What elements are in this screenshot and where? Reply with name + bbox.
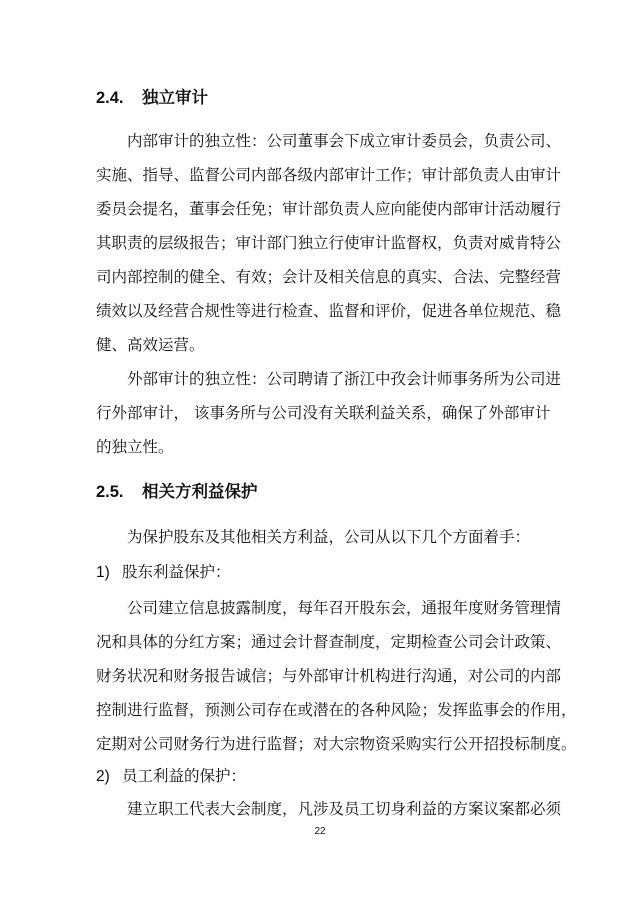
paragraph-line: 的独立性。 bbox=[96, 438, 174, 456]
section-heading-2-5 bbox=[96, 480, 258, 504]
paragraph-line: 委员会提名，董事会任免；审计部负责人应向能使内部审计活动履行 bbox=[96, 200, 562, 218]
paragraph-line: 外部审计的独立性：公司聘请了浙江中孜会计师事务所为公司进 bbox=[127, 370, 562, 388]
section-number: 2.4. bbox=[96, 89, 124, 107]
section-title: 相关方利益保护 bbox=[142, 482, 258, 501]
list-item-label: 员工利益的保护： bbox=[122, 767, 247, 785]
paragraph-line: 其职责的层级报告；审计部门独立行使审计监督权，负责对威肯特公 bbox=[96, 234, 562, 252]
list-item-shareholder bbox=[96, 561, 231, 584]
list-item-label: 股东利益保护： bbox=[122, 563, 231, 581]
paragraph-line: 况和具体的分红方案；通过会计督查制度，定期检查公司会计政策、 bbox=[96, 633, 562, 651]
section-number: 2.5. bbox=[96, 483, 124, 501]
paragraph-line: 内部审计的独立性：公司董事会下成立审计委员会，负责公司、 bbox=[127, 132, 562, 150]
paragraph-line: 健、高效运营。 bbox=[96, 336, 205, 354]
page-number: 22 bbox=[314, 826, 326, 837]
paragraph-line: 控制进行监督，预测公司存在或潜在的各种风险；发挥监事会的作用， bbox=[96, 701, 577, 719]
paragraph-line: 实施、指导、监督公司内部各级内部审计工作；审计部负责人由审计 bbox=[96, 166, 562, 184]
paragraph-line: 司内部控制的健全、有效；会计及相关信息的真实、合法、完整经营 bbox=[96, 268, 562, 286]
paragraph-line: 绩效以及经营合规性等进行检查、监督和评价，促进各单位规范、稳 bbox=[96, 302, 562, 320]
section-title: 独立审计 bbox=[142, 88, 208, 107]
paragraph-line: 行外部审计， 该事务所与公司没有关联利益关系，确保了外部审计 bbox=[96, 404, 551, 422]
paragraph-line: 定期对公司财务行为进行监督；对大宗物资采购实行公开招投标制度。 bbox=[96, 735, 577, 753]
list-item-employee bbox=[96, 765, 246, 788]
list-marker: 2) bbox=[96, 768, 110, 785]
paragraph-line: 建立职工代表大会制度，凡涉及员工切身利益的方案议案都必须 bbox=[127, 800, 562, 818]
section-heading-2-4 bbox=[96, 86, 208, 110]
list-marker: 1) bbox=[96, 564, 110, 581]
paragraph-line: 公司建立信息披露制度，每年召开股东会，通报年度财务管理情 bbox=[127, 599, 562, 617]
paragraph-line: 为保护股东及其他相关方利益，公司从以下几个方面着手： bbox=[127, 528, 531, 546]
paragraph-line: 财务状况和财务报告诚信；与外部审计机构进行沟通，对公司的内部 bbox=[96, 667, 562, 685]
